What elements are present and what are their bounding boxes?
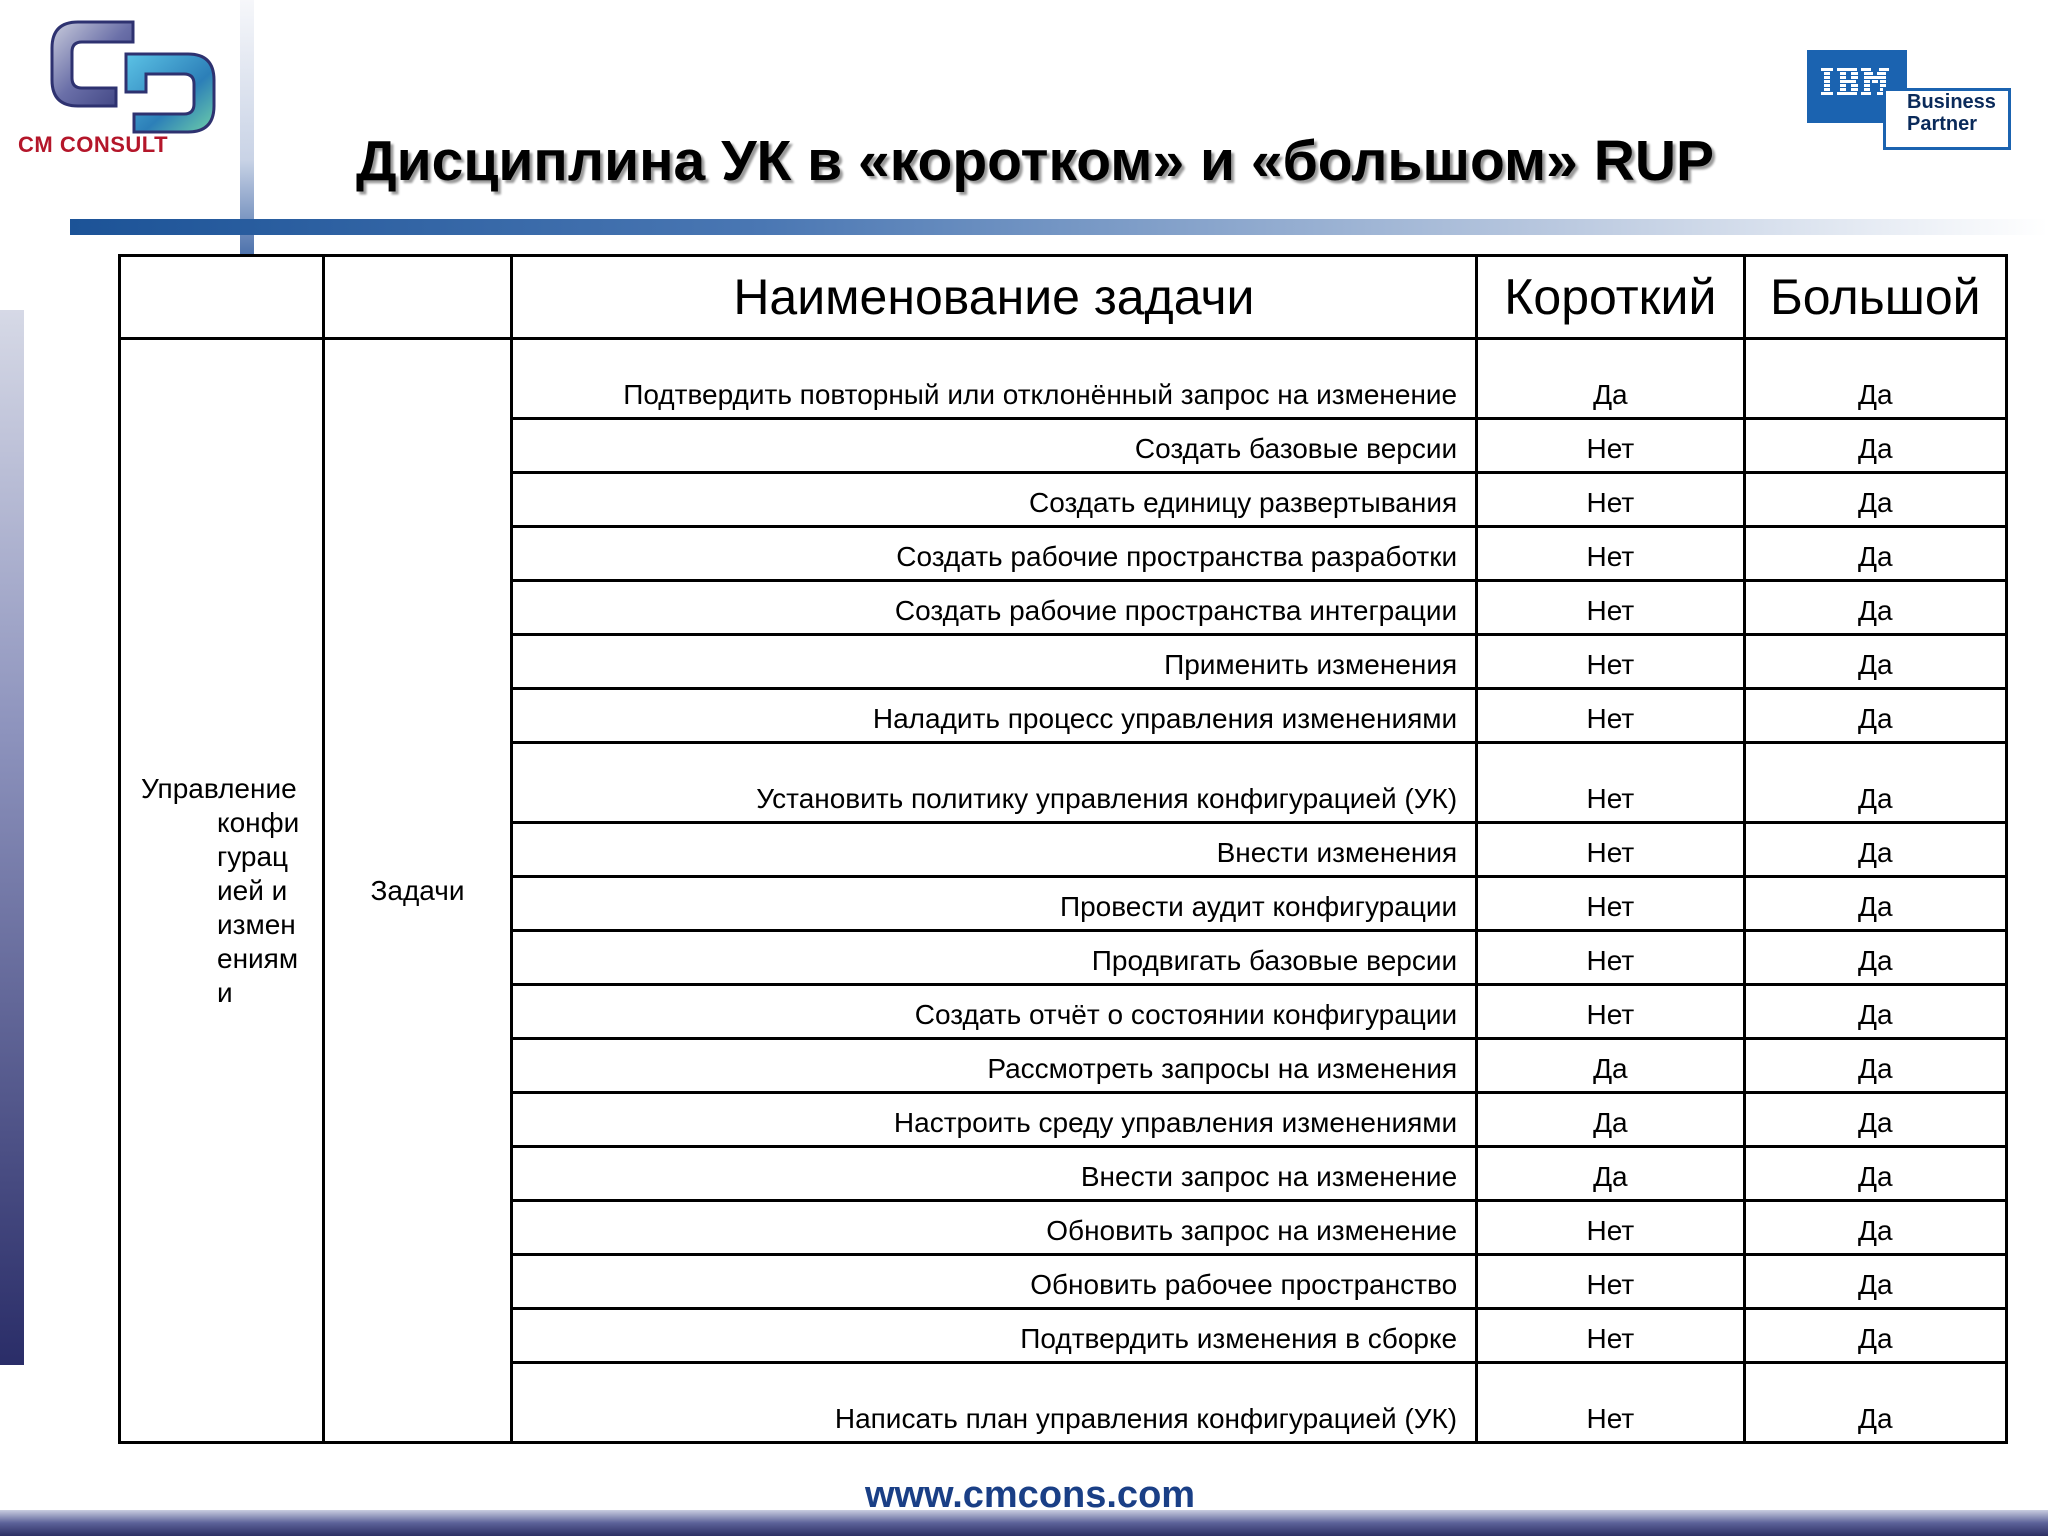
big-rup-cell: Да	[1744, 743, 2006, 823]
business-partner-line1: Business	[1907, 91, 1996, 113]
short-rup-cell: Нет	[1477, 1363, 1744, 1443]
task-name-cell: Применить изменения	[511, 635, 1477, 689]
short-rup-cell: Нет	[1477, 931, 1744, 985]
short-rup-cell: Нет	[1477, 985, 1744, 1039]
discipline-cell	[120, 339, 324, 1443]
decorative-vertical-bar	[240, 0, 254, 290]
business-partner-text	[1907, 91, 1996, 135]
short-rup-cell: Нет	[1477, 689, 1744, 743]
group-cell: Задачи	[324, 339, 511, 1443]
big-rup-cell: Да	[1744, 581, 2006, 635]
discipline-text-line: Управление	[141, 772, 297, 804]
big-rup-cell: Да	[1744, 1363, 2006, 1443]
discipline-text-line: измен	[217, 908, 296, 940]
ibm-business-partner-logo	[1807, 50, 2015, 154]
decorative-left-edge	[0, 310, 24, 1365]
short-rup-cell: Нет	[1477, 743, 1744, 823]
big-rup-cell: Да	[1744, 1255, 2006, 1309]
task-name-cell: Наладить процесс управления изменениями	[511, 689, 1477, 743]
task-name-cell: Настроить среду управления изменениями	[511, 1093, 1477, 1147]
big-rup-cell: Да	[1744, 1093, 2006, 1147]
task-name-cell: Создать отчёт о состоянии конфигурации	[511, 985, 1477, 1039]
big-rup-cell: Да	[1744, 877, 2006, 931]
task-name-cell: Обновить рабочее пространство	[511, 1255, 1477, 1309]
footer-website: www.cmcons.com	[864, 1474, 1196, 1516]
header-discipline	[120, 256, 324, 339]
short-rup-cell: Нет	[1477, 527, 1744, 581]
company-name: CM CONSULT	[18, 132, 169, 157]
header-big-rup: Большой	[1744, 256, 2006, 339]
task-name-cell: Рассмотреть запросы на изменения	[511, 1039, 1477, 1093]
decorative-horizontal-bar	[70, 219, 2048, 235]
cm-logo-icon	[38, 14, 238, 144]
discipline-text-line: ениям	[217, 942, 299, 974]
short-rup-cell: Да	[1477, 339, 1744, 419]
task-name-cell: Создать базовые версии	[511, 419, 1477, 473]
short-rup-cell: Нет	[1477, 1255, 1744, 1309]
table-header-row	[120, 256, 2007, 339]
header-task-name: Наименование задачи	[511, 256, 1477, 339]
short-rup-cell: Да	[1477, 1039, 1744, 1093]
discipline-text-line: гурац	[217, 840, 289, 872]
slide-title: Дисциплина УК в «коротком» и «большом» RUP	[356, 129, 1715, 193]
big-rup-cell: Да	[1744, 527, 2006, 581]
short-rup-cell: Да	[1477, 1093, 1744, 1147]
table-row	[120, 339, 2007, 419]
task-name-cell: Создать рабочие пространства разработки	[511, 527, 1477, 581]
discipline-text-line: и	[217, 976, 233, 1008]
short-rup-cell: Да	[1477, 1147, 1744, 1201]
task-name-cell: Подтвердить изменения в сборке	[511, 1309, 1477, 1363]
big-rup-cell: Да	[1744, 339, 2006, 419]
big-rup-cell: Да	[1744, 419, 2006, 473]
discipline-text-line: конфи	[217, 806, 300, 838]
short-rup-cell: Нет	[1477, 877, 1744, 931]
big-rup-cell: Да	[1744, 635, 2006, 689]
big-rup-cell: Да	[1744, 931, 2006, 985]
short-rup-cell: Нет	[1477, 473, 1744, 527]
big-rup-cell: Да	[1744, 1309, 2006, 1363]
task-name-cell: Продвигать базовые версии	[511, 931, 1477, 985]
business-partner-line2: Partner	[1907, 113, 1978, 135]
task-name-cell: Создать рабочие пространства интеграции	[511, 581, 1477, 635]
rup-comparison-table	[118, 254, 2008, 1444]
big-rup-cell: Да	[1744, 1147, 2006, 1201]
short-rup-cell: Нет	[1477, 419, 1744, 473]
big-rup-cell: Да	[1744, 985, 2006, 1039]
discipline-text-line: ией и	[217, 874, 288, 906]
big-rup-cell: Да	[1744, 823, 2006, 877]
short-rup-cell: Нет	[1477, 1309, 1744, 1363]
task-name-cell: Создать единицу развертывания	[511, 473, 1477, 527]
short-rup-cell: Нет	[1477, 1201, 1744, 1255]
task-name-cell: Обновить запрос на изменение	[511, 1201, 1477, 1255]
header-group	[324, 256, 511, 339]
short-rup-cell: Нет	[1477, 635, 1744, 689]
short-rup-cell: Нет	[1477, 581, 1744, 635]
short-rup-cell: Нет	[1477, 823, 1744, 877]
header-short-rup: Короткий	[1477, 256, 1744, 339]
task-name-cell: Провести аудит конфигурации	[511, 877, 1477, 931]
task-name-cell: Написать план управления конфигурацией (УК)	[511, 1363, 1477, 1443]
task-name-cell: Подтвердить повторный или отклонённый запрос на изменение	[511, 339, 1477, 419]
big-rup-cell: Да	[1744, 689, 2006, 743]
task-name-cell: Внести изменения	[511, 823, 1477, 877]
big-rup-cell: Да	[1744, 1039, 2006, 1093]
big-rup-cell: Да	[1744, 1201, 2006, 1255]
cm-consult-logo	[18, 14, 228, 157]
big-rup-cell: Да	[1744, 473, 2006, 527]
task-name-cell: Внести запрос на изменение	[511, 1147, 1477, 1201]
task-name-cell: Установить политику управления конфигурацией (УК)	[511, 743, 1477, 823]
